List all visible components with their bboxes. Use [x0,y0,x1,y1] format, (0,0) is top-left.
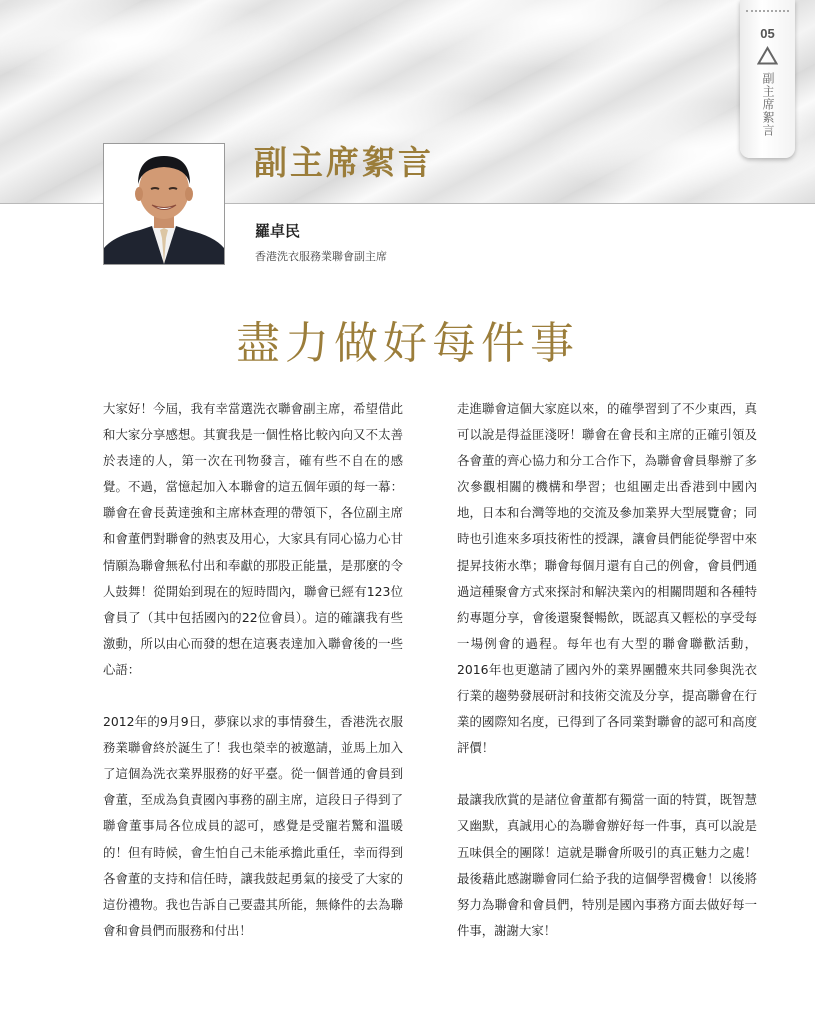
triangle-outline-icon [757,46,778,65]
author-name: 羅卓民 [255,222,301,240]
paragraph: 最讓我欣賞的是諸位會董都有獨當一面的特質，既智慧又幽默，真誠用心的為聯會辦好每一件事，真可以說是五味俱全的團隊！這就是聯會所吸引的真正魅力之處！最後藉此感謝聯會同仁給予我的這個學習機會！以後將努力為聯會和會員們，特別是國內事務方面去做好每一件事，謝謝大家！ [457,792,757,938]
article-column-right [457,396,757,944]
author-position: 香港洗衣服務業聯會副主席 [255,250,387,263]
paragraph: 大家好！今屆，我有幸當選洗衣聯會副主席，希望借此和大家分享感想。其實我是一個性格比較內向又不太善於表達的人，第一次在刊物發言，確有些不自在的感覺。不過，當憶起加入本聯會的這五個年頭的每一幕：聯會在會長黃達強和主席林查理的帶領下，各位副主席和會董們對聯會的熱衷及用心，大家具有同心協力心甘情願為聯會無私付出和奉獻的那股正能量，是那麼的令人鼓舞！從開始到現在的短時間內，聯會已經有123位會員了（其中包括國內的22位會員）。這的確讓我有些激動，所以由心而發的想在這裏表達加入聯會後的一些心語： [103,401,403,677]
author-portrait-photo [103,143,225,265]
bookmark-stitch-line [746,10,789,12]
paragraph: 走進聯會這個大家庭以來，的確學習到了不少東西，真可以說是得益匪淺呀！聯會在會長和主席的正確引領及各會董的齊心協力和分工合作下，為聯會會員舉辦了多次參觀相關的機構和學習；也組團走出香港到中國內地，日本和台灣等地的交流及參加業界大型展覽會；同時也引進來多項技術性的授課，讓會員們能從學習中來提昇技術水準；聯會每個月還有自己的例會，會員們通過這種聚會方式來探討和解決業內的相關問題和各種特約專題分享，會後還聚餐暢飲，既認真又輕松的享受每一場例會的過程。每年也有大型的聯會聯歡活動，2016年也更邀請了國內外的業界團體來共同參與洗衣行業的趨勢發展研討和技術交流及分享，提高聯會在行業的國際知名度，已得到了各同業對聯會的認可和高度評價！ [457,401,757,756]
portrait-illustration [104,144,224,264]
section-title: 副主席絮言 [254,143,434,182]
bookmark-section-label: 副主席絮言 [761,72,775,137]
page-number: 05 [760,26,775,41]
article-column-left [103,396,403,944]
paragraph: 2012年的9月9日，夢寐以求的事情發生，香港洗衣服務業聯會終於誕生了！我也榮幸的被邀請，並馬上加入了這個為洗衣業界服務的好平臺。從一個普通的會員到會董，至成為負責國內事務的副主席，這段日子得到了聯會董事局各位成員的認可，感覺是受寵若驚和溫暖的！但有時候，會生怕自己未能承擔此重任，幸而得到各會董的支持和信任時，讓我鼓起勇氣的接受了大家的這份禮物。我也告訴自己要盡其所能，無條件的去為聯會和會員們而服務和付出！ [103,714,403,938]
section-bookmark-tab [740,0,795,158]
article-title: 盡力做好每件事 [236,318,579,369]
